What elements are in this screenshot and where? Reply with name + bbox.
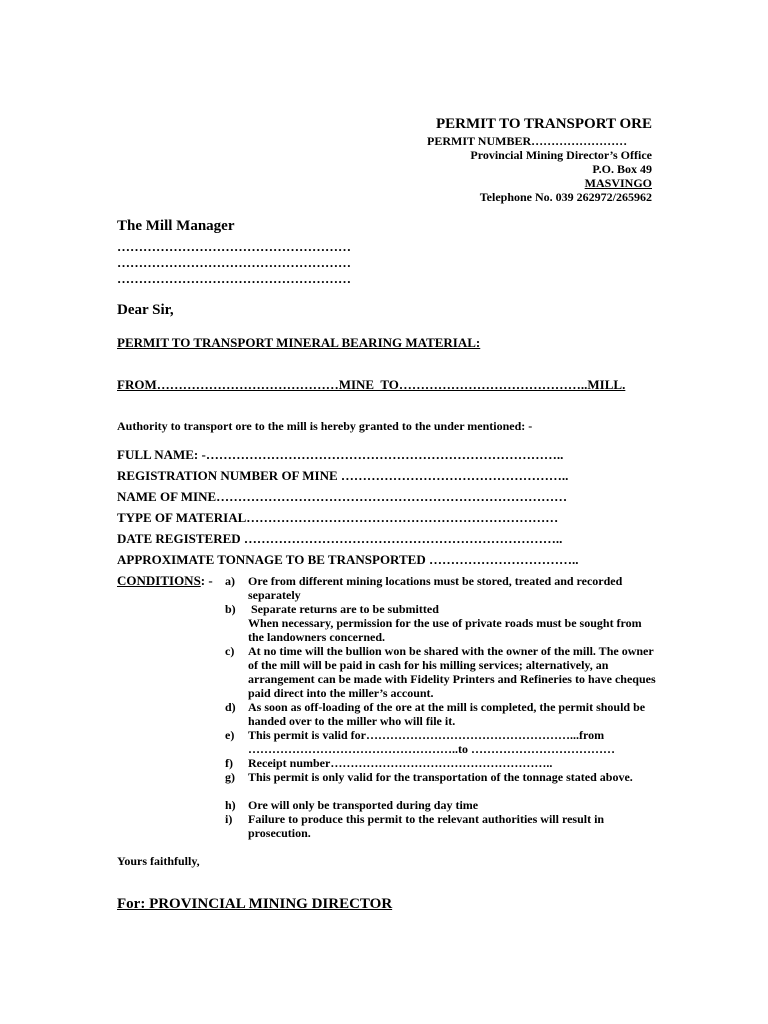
condition-text: As soon as off-loading of the ore at the mill is completed, the permit should be handed over to the miller who will file it. bbox=[248, 700, 646, 728]
condition-text: Ore will only be transported during day time bbox=[248, 798, 479, 812]
field-tonnage: APPROXIMATE TONNAGE TO BE TRANSPORTED …………………………….. bbox=[117, 552, 579, 567]
conditions-label bbox=[117, 573, 213, 589]
office-name: Provincial Mining Director’s Office bbox=[470, 148, 652, 162]
field-material-type: TYPE OF MATERIAL……………………………………………………………… bbox=[117, 510, 559, 525]
field-date-registered: DATE REGISTERED ……………………………………………………………….. bbox=[117, 531, 563, 546]
condition-letter: c) bbox=[225, 644, 235, 658]
document-title: PERMIT TO TRANSPORT ORE bbox=[435, 116, 652, 132]
authority-text: Authority to transport ore to the mill is hereby granted to the under mentioned: - bbox=[117, 419, 533, 433]
condition-letter: f) bbox=[225, 756, 233, 770]
address-line: ……………………………………………… bbox=[117, 271, 351, 286]
city: MASVINGO bbox=[584, 176, 652, 190]
condition-text: Receipt number……………………………………………….. bbox=[248, 756, 553, 770]
conditions-label-suffix: : - bbox=[200, 573, 213, 588]
field-registration-number: REGISTRATION NUMBER OF MINE …………………………………………….. bbox=[117, 468, 569, 483]
salutation: Dear Sir, bbox=[117, 302, 174, 318]
condition-text: Failure to produce this permit to the relevant authorities will result in prosecution. bbox=[248, 812, 605, 840]
condition-letter: g) bbox=[225, 770, 235, 784]
condition-text: Separate returns are to be submitted bbox=[248, 602, 439, 616]
condition-letter: a) bbox=[225, 574, 235, 588]
field-mine-name: NAME OF MINE……………………………………………………………………… bbox=[117, 489, 568, 504]
address-line: ……………………………………………… bbox=[117, 255, 351, 270]
condition-letter: i) bbox=[225, 812, 233, 826]
closing: Yours faithfully, bbox=[117, 854, 200, 868]
condition-letter: b) bbox=[225, 602, 236, 616]
address-line: ……………………………………………… bbox=[117, 239, 351, 254]
condition-letter: d) bbox=[225, 700, 236, 714]
conditions-label-text: CONDITIONS bbox=[117, 573, 201, 588]
subject-heading: PERMIT TO TRANSPORT MINERAL BEARING MATERIAL: bbox=[117, 335, 481, 350]
condition-text: Ore from different mining locations must be stored, treated and recorded separately bbox=[248, 574, 623, 602]
addressee-title: The Mill Manager bbox=[117, 218, 235, 234]
condition-text: At no time will the bullion won be shared with the owner of the mill. The owner of the mill will be paid in cash for his milling services; alternatively, an arrangement can be made with Fidelity Printers and Refineries to have cheques paid direct into the miller’s account. bbox=[248, 644, 656, 700]
telephone: Telephone No. 039 262972/265962 bbox=[479, 190, 652, 204]
condition-text: This permit is valid for……………………………………………...from ……………………………………………..to ……………………………… bbox=[248, 728, 615, 756]
condition-text: When necessary, permission for the use of private roads must be sought from the landowners concerned. bbox=[248, 616, 642, 644]
permit-number: PERMIT NUMBER…………………… bbox=[427, 134, 628, 148]
condition-letter: h) bbox=[225, 798, 236, 812]
field-full-name: FULL NAME: -……………………………………………………………………….. bbox=[117, 447, 564, 462]
from-to-line: FROM……………………………………MINE TO……………………………………..MILL. bbox=[117, 377, 626, 392]
signature-line: For: PROVINCIAL MINING DIRECTOR bbox=[117, 896, 393, 912]
condition-letter: e) bbox=[225, 728, 235, 742]
condition-text: This permit is only valid for the transportation of the tonnage stated above. bbox=[248, 770, 633, 784]
po-box: P.O. Box 49 bbox=[592, 162, 652, 176]
